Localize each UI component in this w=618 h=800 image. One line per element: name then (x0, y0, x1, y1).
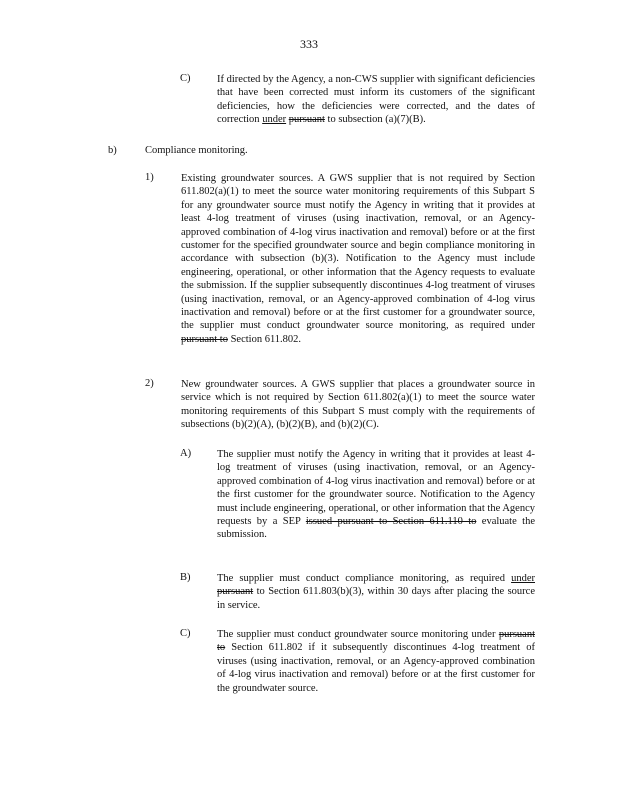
deleted-text: pursuant to (217, 629, 535, 654)
paragraph-b2-new-sources: New groundwater sources. A GWS supplier that places a groundwater source in service which is not required by Section 611.802(a)(1) to meet the source water monitoring requirements of this Subpart S must comply with the requirements of subsections (b)(2)(A), (b)(2)(B), and (b)(2)(C). (181, 379, 535, 431)
deleted-text: pursuant to (181, 333, 228, 345)
paragraph-b2c: The supplier must conduct groundwater source monitoring under pursuant to Section 611.802 if it subsequently discontinues 4-log treatment of viruses (using inactivation, removal, or an Agency-approved combination of 4-log virus inactivation and removal) before or at the first customer for the groundwater source. (217, 629, 535, 694)
item-label-b2b: B) (180, 572, 191, 583)
item-label-b2c: C) (180, 628, 191, 639)
inserted-text: under (511, 573, 535, 584)
item-label-b: b) (108, 145, 117, 156)
deleted-text: issued pursuant to Section 611.110 to (305, 516, 477, 528)
deleted-text: pursuant (288, 114, 325, 126)
item-label-c-top: C) (180, 73, 191, 84)
page-number: 333 (300, 37, 318, 51)
paragraph-b1-existing-sources: Existing groundwater sources. A GWS supplier that is not required by Section 611.802(a)(1) to meet the source water monitoring requirements of this Subpart S for any groundwater source must notify the Agency in writing that it provides at least 4-log treatment of viruses (using inactivation, removal, or an Agency-approved combination of 4-log virus inactivation and removal) before or at the first customer for the specified groundwater source and begin compliance monitoring in accordance with subsection (b)(3). Notification to the Agency must include engineering, operational, or other information that the Agency requests to evaluate the submission. If the supplier subsequently discontinues 4-log treatment of viruses (using inactivation, removal, or an Agency-approved combination of 4-log virus inactivation and removal) before or at the first customer for a groundwater source, the supplier must conduct groundwater source monitoring, as required under pursuant to Section 611.802. (181, 173, 535, 345)
paragraph-b2a: The supplier must notify the Agency in writing that it provides at least 4-log treatment of viruses (using inactivation, removal, or an Agency-approved combination of 4-log virus inactivation and removal) before or at the first customer for the groundwater source. Notification to the Agency must include engineering, operational, or other information that the Agency requests by a SEP issued pursuant to Section 611.110 to evaluate the submission. (217, 449, 535, 541)
item-label-b2a: A) (180, 448, 192, 459)
paragraph-b2b: The supplier must conduct compliance monitoring, as required under pursuant to Section 611.803(b)(3), within 30 days after placing the source in service. (217, 573, 535, 611)
item-label-b1: 1) (145, 172, 154, 183)
deleted-text: pursuant (217, 586, 254, 598)
section-title-compliance-monitoring: Compliance monitoring. (145, 145, 248, 156)
inserted-text: under (262, 114, 287, 126)
item-label-b2: 2) (145, 378, 154, 389)
paragraph-c-top: If directed by the Agency, a non-CWS supplier with significant deficiencies that have been corrected must inform its customers of the significant deficiencies, how the deficiencies were corrected, and the dates of correction under pursuant to subsection (a)(7)(B). (217, 74, 536, 126)
